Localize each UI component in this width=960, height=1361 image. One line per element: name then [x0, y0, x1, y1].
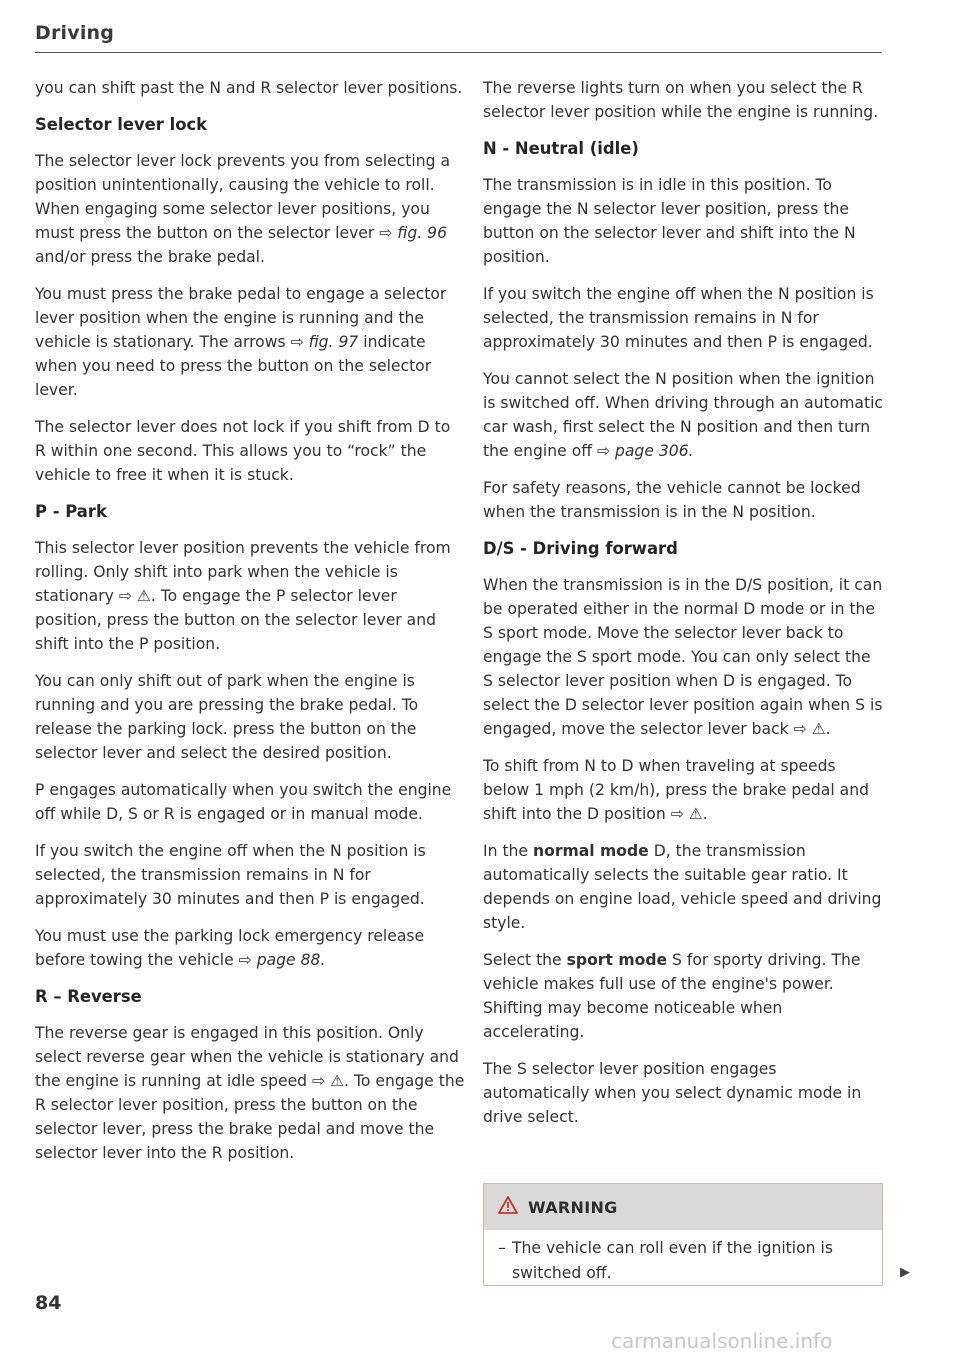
drive-paragraph-2: To shift from N to D when traveling at speeds below 1 mph (2 km/h), press the brake pedal and shift into the D position ⇨ ⚠. — [483, 757, 869, 823]
neutral-paragraph-1: The transmission is in idle in this position. To engage the N selector lever position, press the button on the selector lever and shift into the N position. — [483, 176, 856, 266]
drive-paragraph-4: Select the sport mode S for sporty driving. The vehicle makes full use of the engine's power. Shifting may become noticeable when accelerating. — [483, 951, 861, 1041]
park-paragraph-2: You can only shift out of park when the engine is running and you are pressing the brake pedal. To release the parking lock. press the button on the selector lever and select the desired position. — [35, 672, 419, 762]
warning-box — [483, 1183, 883, 1286]
warning-triangle-icon — [498, 1196, 518, 1218]
warning-header — [484, 1184, 882, 1230]
warning-body — [484, 1230, 882, 1286]
warning-item-text: The vehicle can roll even if the ignition is switched off. — [512, 1239, 833, 1282]
heading-neutral: N - Neutral (idle) — [483, 139, 639, 158]
drive-paragraph-5: The S selector lever position engages automatically when you select dynamic mode in drive select. — [483, 1060, 862, 1126]
intro-paragraph: you can shift past the N and R selector lever positions. — [35, 79, 463, 97]
page-306-link[interactable]: ⇨ page 306. — [596, 442, 694, 460]
fig-97-link[interactable]: ⇨ fig. 97 — [290, 333, 359, 351]
heading-park: P - Park — [35, 502, 107, 521]
reverse-paragraph-2: The reverse lights turn on when you select the R selector lever position while the engine is running. — [483, 79, 879, 121]
drive-paragraph-3: In the normal mode D, the transmission automatically selects the suitable gear ratio. It depends on engine load, vehicle speed and driving style. — [483, 842, 882, 932]
warning-ref-link[interactable]: ⇨ ⚠. — [118, 587, 156, 605]
park-paragraph-3: P engages automatically when you switch the engine off while D, S or R is engaged or in manual mode. — [35, 781, 452, 823]
park-paragraph-1: This selector lever position prevents the vehicle from rolling. Only shift into park when the vehicle is stationary ⇨ ⚠. To engage the P selector lever position, press the button on the selector lever and shift into the P position. — [35, 539, 451, 653]
neutral-paragraph-3: You cannot select the N position when the ignition is switched off. When driving through an automatic car wash, first select the N position and then turn the engine off ⇨ page 306. — [483, 370, 884, 460]
warning-dash: – — [498, 1239, 506, 1257]
lock-paragraph-1: The selector lever lock prevents you from selecting a position unintentionally, causing the vehicle to roll. When engaging some selector lever positions, you must press the button on the selector lever ⇨ fig. 96 and/or press the brake pedal. — [35, 152, 451, 266]
warning-ref-link[interactable]: ⇨ ⚠. — [312, 1072, 350, 1090]
watermark: carmanualsonline.info — [611, 1329, 833, 1353]
lock-paragraph-3: The selector lever does not lock if you shift from D to R within one second. This allows you to “rock” the vehicle to free it when it is stuck. — [35, 418, 451, 484]
fig-96-link[interactable]: ⇨ fig. 96 — [379, 224, 448, 242]
warning-item — [498, 1236, 868, 1286]
heading-driving-forward: D/S - Driving forward — [483, 539, 678, 558]
header-divider — [35, 52, 882, 53]
neutral-paragraph-2: If you switch the engine off when the N position is selected, the transmission remains in N for approximately 30 minutes and then P is engaged. — [483, 285, 874, 351]
park-paragraph-5: You must use the parking lock emergency release before towing the vehicle ⇨ page 88. — [35, 927, 425, 969]
reverse-paragraph-1: The reverse gear is engaged in this position. Only select reverse gear when the vehicle is stationary and the engine is running at idle speed ⇨ ⚠. To engage the R selector lever position, press the button on the selector lever, press the brake pedal and move the selector lever into the R position. — [35, 1024, 465, 1162]
warning-ref-link[interactable]: ⇨ ⚠. — [793, 720, 831, 738]
left-column — [35, 76, 465, 1178]
page-number: 84 — [35, 1292, 62, 1314]
page-88-link[interactable]: ⇨ page 88. — [238, 951, 326, 969]
heading-reverse: R – Reverse — [35, 987, 142, 1006]
right-column — [483, 76, 883, 1142]
warning-ref-link[interactable]: ⇨ ⚠. — [670, 805, 708, 823]
continue-arrow-icon: ▶ — [900, 1265, 910, 1280]
park-paragraph-4: If you switch the engine off when the N position is selected, the transmission remains in N for approximately 30 minutes and then P is engaged. — [35, 842, 426, 908]
drive-paragraph-1: When the transmission is in the D/S position, it can be operated either in the normal D mode or in the S sport mode. Move the selector lever back to engage the S sport mode. You can only select the S selector lever position when D is engaged. To select the D selector lever position again when S is engaged, move the selector lever back ⇨ ⚠. — [483, 576, 883, 738]
lock-paragraph-2: You must press the brake pedal to engage a selector lever position when the engine is running and the vehicle is stationary. The arrows ⇨ fig. 97 indicate when you need to press the button on the selector lever. — [35, 285, 447, 399]
heading-selector-lever-lock: Selector lever lock — [35, 115, 208, 134]
section-title: Driving — [35, 22, 115, 44]
warning-title: WARNING — [528, 1197, 618, 1217]
neutral-paragraph-4: For safety reasons, the vehicle cannot be locked when the transmission is in the N position. — [483, 479, 861, 521]
